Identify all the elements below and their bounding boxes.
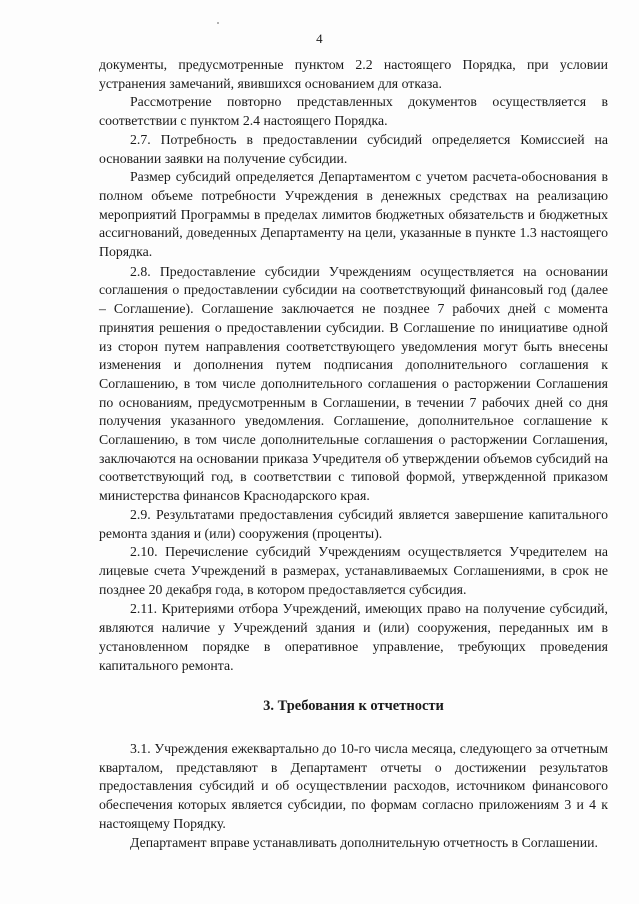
paragraph-subsidy-size: Размер субсидий определяется Департаментом с учетом расчета-обоснования в полном объеме потребности Учреждения в денежных средствах на реализацию мероприятий Программы в пределах лимитов бюджетных обязательств и бюджетных ассигнований, доведенных Департаменту на цели, указанные в пункте 1.3 настоящего Порядка.: [99, 169, 608, 260]
paragraph-2-7: 2.7. Потребность в предоставлении субсидий определяется Комиссией на основании заявки на получение субсидии.: [99, 131, 608, 166]
page-number: 4: [316, 31, 323, 46]
paragraph-2-9: 2.9. Результатами предоставления субсидий является завершение капитального ремонта здания и (или) сооружения (проценты).: [99, 506, 608, 541]
paragraph-2-8: 2.8. Предоставление субсидии Учреждениям осуществляется на основании соглашения о предоставлении субсидии на соответствующий финансовый год (далее – Соглашение). Соглашение заключается не позднее 7 рабочих дней с момента принятия решения о предоставлении субсидии. В Соглашение по инициативе одной из сторон путем направления соответствующего уведомления могут быть внесены изменения и дополнения путем подписания дополнительного соглашения к Соглашению, в том числе дополнительного соглашения о расторжении Соглашения по основаниям, предусмотренным в Соглашении, в течении 7 рабочих дней со дня получения указанного уведомления. Соглашение, дополнительное соглашение к Соглашению, в том числе дополнительные соглашения о расторжении Соглашения, заключаются на основании приказа Учредителя об утверждении объемов субсидий на соответствующий год, в соответствии с типовой формой, утвержденной приказом министерства финансов Краснодарского края.: [99, 263, 608, 504]
paragraph-3-1: 3.1. Учреждения ежеквартально до 10-го числа месяца, следующего за отчетным кварталом, представляют в Департамент отчеты о достижении результатов предоставления субсидий и об осуществлении расходов, источником финансового обеспечения которых является субсидии, по формам согласно приложениям 3 и 4 к настоящему Порядку.: [99, 740, 608, 831]
paragraph-2-10: 2.10. Перечисление субсидий Учреждениям осуществляется Учредителем на лицевые счета Учреждений в размерах, устанавливаемых Соглашениями, в срок не позднее 20 декабря года, в котором предоставляется субсидия.: [99, 544, 608, 597]
paragraph-2-11: 2.11. Критериями отбора Учреждений, имеющих право на получение субсидий, являются наличие у Учреждений здания и (или) сооружения, переданных им в установленном порядке в оперативное управление, требующих проведения капитального ремонта.: [99, 601, 608, 673]
paragraph-additional-reporting: Департамент вправе устанавливать дополнительную отчетность в Соглашении.: [130, 835, 598, 851]
paragraph-resubmission-review: Рассмотрение повторно представленных документов осуществляется в соответствии с пунктом 2.4 настоящего Порядка.: [99, 94, 608, 129]
paragraph-continuation: документы, предусмотренные пунктом 2.2 настоящего Порядка, при условии устранения замечаний, явившихся основанием для отказа.: [99, 57, 608, 91]
scan-speck: [217, 22, 219, 24]
document-body: [99, 56, 608, 853]
section-heading: 3. Требования к отчетности: [263, 698, 444, 715]
